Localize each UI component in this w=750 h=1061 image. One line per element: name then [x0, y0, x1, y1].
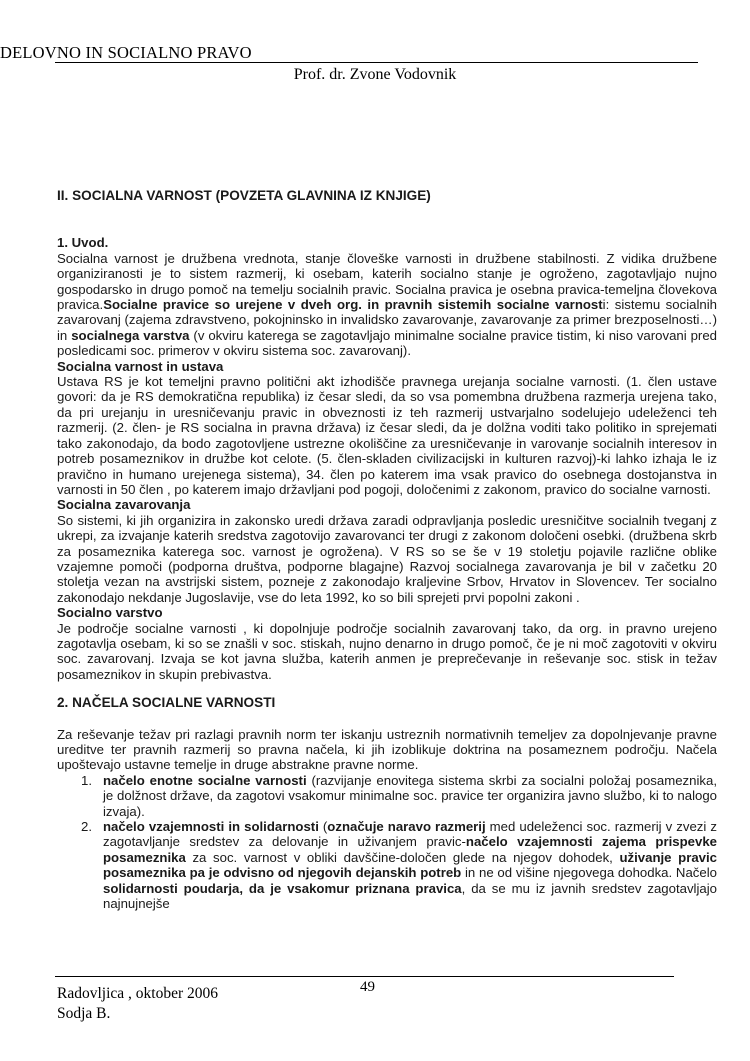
main-title: II. SOCIALNA VARNOST (POVZETA GLAVNINA IZ KNJIGE) — [57, 188, 431, 203]
list-item-text: načelo vzajemnosti in solidarnosti (označuje naravo razmerij med udeleženci soc. razmerij v zvezi z zagotavljanje sredstev za delovanje in uživanjem pravic-načelo vzajemnosti zajema prispevke posameznika za soc. varnost v obliki davščine-določen glede na njegov dohodek, uživanje pravic posameznika pa je odvisno od njegovih dejanskih potreb in ne od višine njegovega dohodka. Načelo solidarnosti poudarja, da je vsakomur priznana pravica, da se mu iz javnih sredstev zagotavljajo najnujnejše — [103, 819, 717, 912]
uvod-paragraph: Socialna varnost je družbena vrednota, stanje človeške varnosti in družbene stabilnosti. Z vidika družbene organiziranosti je to sistem razmerij, ki osebam, katerih socialno stanje je ogroženo, zagotavljajo nujno gospodarsko in drugo pomoč na temelju socialnih pravic. Socialna pravica je osebna pravica-temeljna človekova pravica.Socialne pravice so urejene v dveh org. in pravnih sistemih socialne varnosti: sistemu socialnih zavarovanj (zajema zdravstveno, pokojninsko in invalidsko zavarovanje, zavarovanje za primer brezposelnosti…) in socialnega varstva (v okviru katerega se zagotavljajo minimalne socialne pravice tistim, ki niso varovani pred posledicami soc. primerov v okviru sistema soc. zavarovanj). — [57, 250, 717, 359]
list-item-text: načelo enotne socialne varnosti (razvijanje enovitega sistema skrbi za socialni položaj posameznika, je dolžnost države, da zagotovi vsakomur minimalne soc. pravice ter organizira javno službo, ki to nalogo izvaja). — [103, 772, 718, 819]
nacela-intro-paragraph: Za reševanje težav pri razlagi pravnih norm ter iskanju ustreznih normativnih temeljev za dopolnjevanje pravne ureditve ter pravnih razmerij so pravna načela, ki jih izoblikuje doktrina na posameznem področju. Načela upoštevajo ustavne temelje in druge abstrakne pravne norme. — [57, 726, 717, 773]
ustava-heading: Socialna varnost in ustava — [57, 358, 224, 374]
varstvo-paragraph: Je področje socialne varnosti , ki dopolnjuje področje socialnih zavarovanj tako, da org. in pravno urejeno zagotavlja osebam, ki so se znašli v soc. stiskah, nujno denarno in drugo pomoč, če je ni moč zagotoviti v okviru soc. zavarovanj. Izvaja se kot javna služba, katerih anmen je preprečevanje in reševanje soc. stisk in težav posameznikov in skupin prebivastva. — [57, 620, 717, 682]
nacela-title: 2. NAČELA SOCIALNE VARNOSTI — [57, 695, 276, 711]
list-item — [57, 819, 717, 911]
zavarovanja-heading: Socialna zavarovanja — [57, 497, 191, 513]
footer-page-number: 49 — [360, 979, 375, 995]
footer-rule — [55, 976, 674, 977]
list-item-number: 1. — [81, 772, 92, 788]
header-rule — [55, 62, 698, 63]
document-body — [57, 188, 717, 911]
footer-author: Sodja B. — [57, 1005, 111, 1022]
varstvo-heading: Socialno varstvo — [57, 605, 163, 621]
zavarovanja-paragraph: So sistemi, ki jih organizira in zakonsko uredi država zaradi odpravljanja posledic uresničitve socialnih tveganj z ukrepi, za izvajanje katerih sredstva zagotovijo zavarovanci ter drugi z zakonom določeni osebki. (družbena skrb za posameznika katerega soc. varnost je ogrožena). V RS so se še v 19 stoletju pojavile različne oblike vzajemne pomoči (podporna društva, podporne blagajne) Razvoj socialnega zavarovanja je bil v začetku 20 stoletja vezan na avstrijski sistem, pozneje z zakonodajo kraljevine Srbov, Hrvatov in Slovencev. Ter socialno zakonodajo nekdanje Jugoslavije, vse do leta 1992, ko so bili sprejeti prvi popolni zakoni . — [57, 512, 717, 605]
uvod-heading: 1. Uvod. — [57, 235, 109, 251]
footer-place-date: Radovljica , oktober 2006 — [57, 985, 218, 1002]
list-item-number: 2. — [81, 819, 92, 835]
ustava-paragraph: Ustava RS je kot temeljni pravno politični akt izhodišče pravnega urejanja socialne varnosti. (1. člen ustave govori: da je RS demokratična republika) iz česar sledi, da so vsa pomembna družbena razmerja urejena tako, da pri urejanju in uresničevanju pravic in obveznosti iz teh razmerij ustvarjalno sodelujejo udeleženci teh razmerij. (2. člen- je RS socialna in pravna država) iz česar sledi, da je dolžna voditi tako politiko in sprejemati tako zakonodajo, da bodo zagotovljene ustrezne okoliščine za uresničevanje in varovanje socialnih interesov in potreb posameznikov in družbe kot celote. (5. člen-skladen civilizacijski in kulturen razvoj)-ki lahko izhaja le iz pravično in humano urejenega sistema), 34. člen po katerem ima vsak pravico do osebnega dostojanstva in varnosti in 50 člen , po katerem imajo državljani pod pogoji, določenimi z zakonom, pravico do socialne varnosti. — [57, 374, 717, 497]
header-title: DELOVNO IN SOCIALNO PRAVO — [0, 43, 252, 62]
header-subtitle: Prof. dr. Zvone Vodovnik — [293, 66, 457, 83]
list-item — [57, 773, 717, 819]
principles-list — [57, 773, 717, 912]
